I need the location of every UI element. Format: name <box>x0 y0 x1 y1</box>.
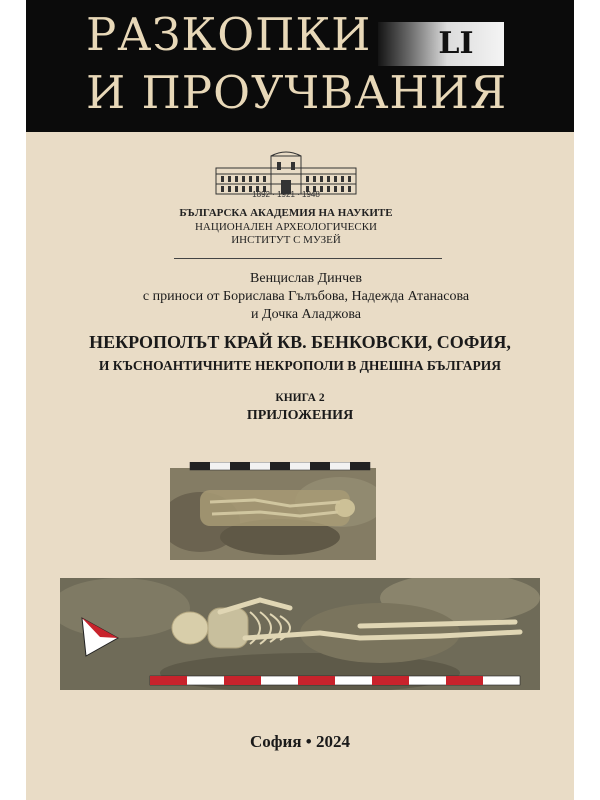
book-title: НЕКРОПОЛЪТ КРАЙ КВ. БЕНКОВСКИ, СОФИЯ, <box>89 332 511 352</box>
series-title-line2: И ПРОУЧВАНИЯ <box>86 66 508 119</box>
book-cover <box>26 0 574 800</box>
series-title-line1: РАЗКОПКИ <box>86 8 372 61</box>
institution-line2: НАЦИОНАЛЕН АРХЕОЛОГИЧЕСКИ <box>194 221 377 233</box>
divider <box>174 258 442 259</box>
excavation-photo-upper <box>170 462 376 560</box>
book-subtitle: И КЪСНОАНТИЧНИТЕ НЕКРОПОЛИ В ДНЕШНА БЪЛГАРИЯ <box>98 358 502 373</box>
institution-line1: БЪЛГАРСКА АКАДЕМИЯ НА НАУКИТЕ <box>179 207 393 219</box>
logo-years: 1892 · 1921 · 1948 <box>252 190 320 199</box>
volume-number: LI <box>438 26 474 61</box>
contributors-line1: с приноси от Борислава Гълъбова, Надежда Атанасова <box>142 289 470 304</box>
institution-line3: ИНСТИТУТ С МУЗЕЙ <box>231 234 341 246</box>
scale-bar-lower <box>150 676 520 685</box>
series-band <box>26 0 574 132</box>
book-part-title: ПРИЛОЖЕНИЯ <box>246 408 354 423</box>
imprint: София • 2024 <box>250 732 350 751</box>
contributors-line2: и Дочка Аладжова <box>251 307 361 322</box>
excavation-photo-skeleton <box>60 578 540 690</box>
author-name: Венцислав Динчев <box>250 271 362 286</box>
scale-bar-upper <box>190 462 370 470</box>
book-number: КНИГА 2 <box>275 392 325 404</box>
